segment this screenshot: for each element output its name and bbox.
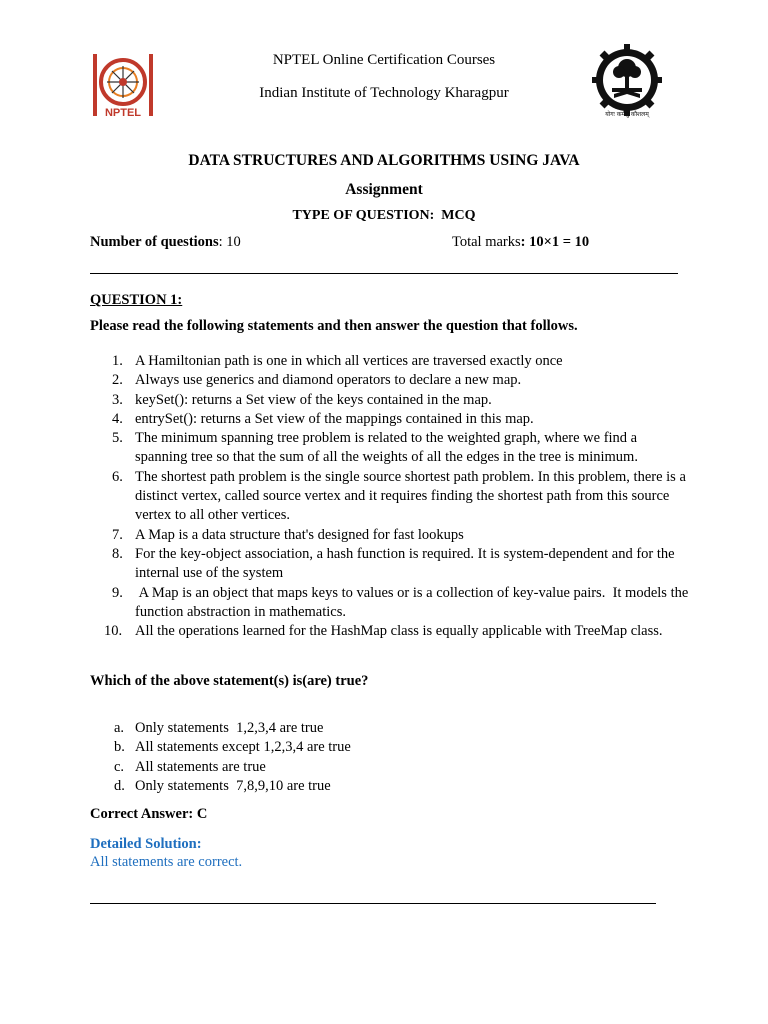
statement-number: 6. bbox=[112, 468, 123, 485]
statement-text: The minimum spanning tree problem is related to the weighted graph, where we find a spanning tree so that the sum of all the weights of all the edges in the tree is minimum. bbox=[135, 430, 638, 466]
answer-option bbox=[90, 738, 351, 757]
statement-number: 4. bbox=[112, 410, 123, 427]
statement-number: 10. bbox=[104, 623, 123, 640]
statement-number: 1. bbox=[112, 353, 123, 369]
number-of-questions-value: : 10 bbox=[218, 234, 241, 250]
answer-option bbox=[90, 777, 351, 796]
statement-text: keySet(): returns a Set view of the keys contained in the map. bbox=[135, 391, 492, 408]
iit-kharagpur-motto: योगः कर्मसु कौशलम् bbox=[605, 111, 649, 118]
course-title: DATA STRUCTURES AND ALGORITHMS USING JAVA bbox=[188, 152, 580, 169]
statement-text: A Map is a data structure that's designed for fast lookups bbox=[135, 526, 464, 543]
option-text: Only statements 7,8,9,10 are true bbox=[135, 777, 331, 794]
statement-text: A Hamiltonian path is one in which all vertices are traversed exactly once bbox=[135, 353, 563, 369]
statement-number: 5. bbox=[112, 430, 123, 447]
question-ask: Which of the above statement(s) is(are) true? bbox=[90, 673, 369, 689]
nptel-logo-text: NPTEL bbox=[104, 107, 142, 119]
statement-text: A Map is an object that maps keys to values or is a collection of key-value pairs. It models the function abstraction in mathematics. bbox=[135, 584, 692, 620]
answer-option bbox=[90, 758, 351, 777]
total-marks-value: : 10×1 = 10 bbox=[520, 234, 590, 250]
list-item bbox=[90, 391, 690, 410]
divider-top bbox=[90, 273, 678, 274]
option-letter: b. bbox=[114, 739, 125, 756]
statement-number: 3. bbox=[112, 391, 123, 408]
divider-bottom bbox=[90, 903, 656, 904]
list-item bbox=[90, 352, 690, 371]
option-text: All statements except 1,2,3,4 are true bbox=[135, 739, 351, 756]
number-of-questions-label: Number of questions bbox=[90, 234, 219, 250]
list-item bbox=[90, 584, 690, 623]
question-type: TYPE OF QUESTION: MCQ bbox=[292, 208, 476, 223]
statement-number: 2. bbox=[112, 372, 123, 389]
correct-answer: Correct Answer: C bbox=[90, 806, 208, 822]
answer-options bbox=[90, 719, 351, 796]
question-heading: QUESTION 1: bbox=[90, 292, 183, 308]
header-line-2: Indian Institute of Technology Kharagpur bbox=[259, 85, 509, 101]
statement-text: All the operations learned for the HashMap class is equally applicable with TreeMap class. bbox=[135, 623, 663, 640]
statement-number: 9. bbox=[112, 584, 123, 601]
statement-text: For the key-object association, a hash function is required. It is system-dependent and for the internal use of the system bbox=[135, 545, 675, 582]
number-of-questions bbox=[90, 234, 241, 251]
answer-option bbox=[90, 719, 351, 738]
statement-text: The shortest path problem is the single source shortest path problem. In this problem, there is a distinct vertex, called source vertex and it requires finding the shortest path from this source vertex to all other vertices. bbox=[135, 468, 686, 524]
list-item bbox=[90, 410, 690, 429]
list-item bbox=[90, 468, 690, 526]
statement-list bbox=[90, 352, 690, 641]
statement-number: 8. bbox=[112, 545, 123, 562]
option-text: All statements are true bbox=[135, 758, 266, 775]
list-item bbox=[90, 429, 690, 468]
header-line-1: NPTEL Online Certification Courses bbox=[272, 52, 496, 68]
statement-text: entrySet(): returns a Set view of the mappings contained in this map. bbox=[135, 410, 534, 427]
list-item bbox=[90, 622, 690, 641]
question-prompt: Please read the following statements and then answer the question that follows. bbox=[90, 318, 578, 334]
assignment-label: Assignment bbox=[345, 181, 423, 198]
total-marks bbox=[452, 234, 589, 251]
iit-kharagpur-logo bbox=[592, 44, 662, 122]
option-letter: c. bbox=[114, 758, 125, 775]
solution-text: All statements are correct. bbox=[90, 854, 243, 870]
total-marks-label: Total marks bbox=[452, 234, 521, 250]
list-item bbox=[90, 371, 690, 390]
option-letter: a. bbox=[114, 720, 125, 736]
list-item bbox=[90, 526, 690, 545]
list-item bbox=[90, 545, 690, 584]
statement-text: Always use generics and diamond operators to declare a new map. bbox=[135, 372, 522, 389]
statement-number: 7. bbox=[112, 526, 123, 543]
option-text: Only statements 1,2,3,4 are true bbox=[135, 720, 324, 736]
solution-heading: Detailed Solution: bbox=[90, 836, 202, 852]
option-letter: d. bbox=[114, 777, 125, 794]
